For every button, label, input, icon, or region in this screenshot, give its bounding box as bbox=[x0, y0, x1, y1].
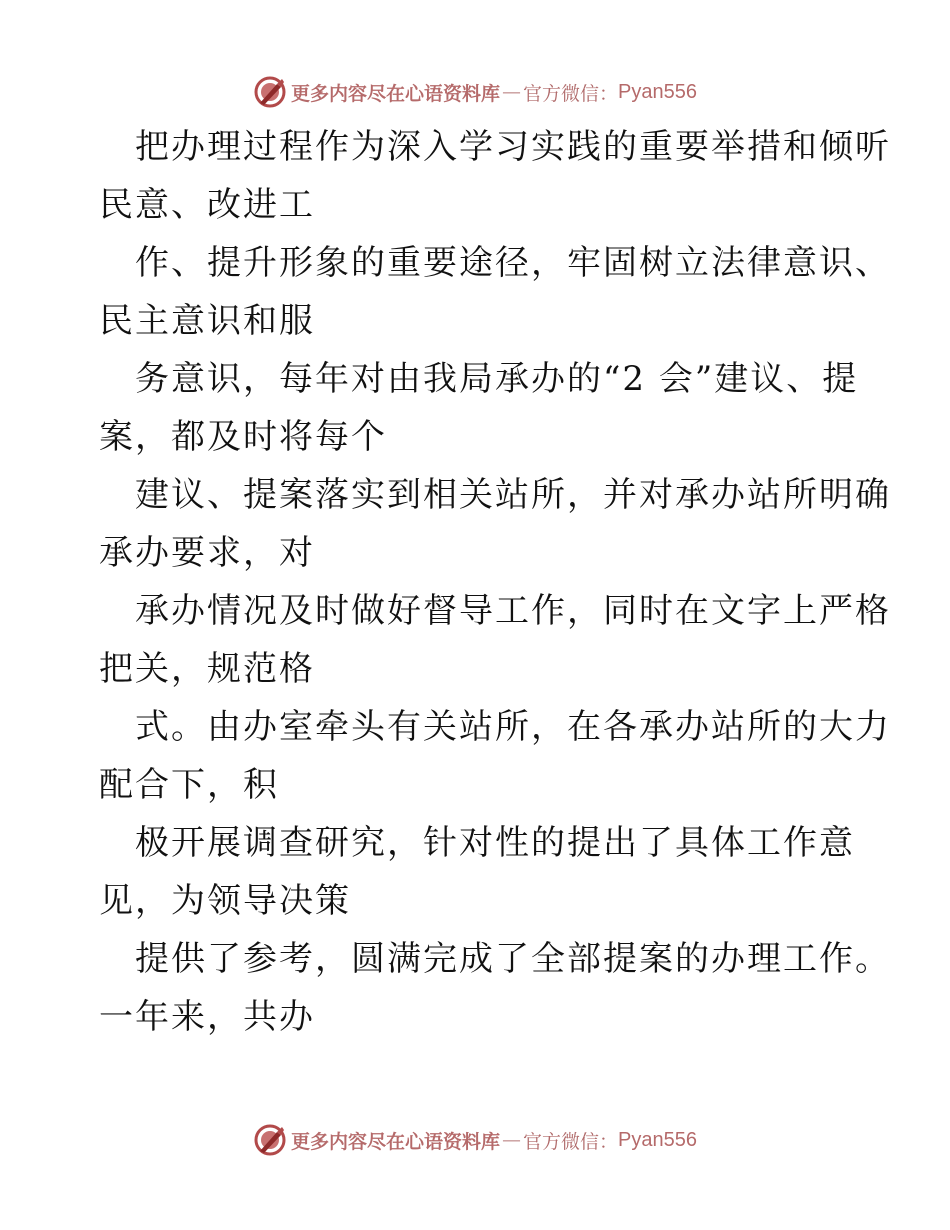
header-wechat-label: 官方微信： bbox=[523, 82, 619, 105]
text-line: 式。由办室牵头有关站所，在各承办站所的大力 bbox=[135, 707, 891, 747]
pen-logo-icon bbox=[253, 75, 287, 109]
footer-dash: — bbox=[502, 1129, 522, 1151]
text-line: 把关，规范格 bbox=[99, 649, 315, 689]
text-line: 见，为领导决策 bbox=[99, 881, 351, 921]
footer-banner bbox=[0, 1120, 950, 1160]
header-wechat-id: Pyan556 bbox=[618, 80, 697, 103]
footer-site-name: 更多内容尽在心语资料库 bbox=[291, 1130, 501, 1153]
text-line: 把办理过程作为深入学习实践的重要举措和倾听 bbox=[135, 127, 891, 167]
header-banner bbox=[0, 72, 950, 112]
footer-wechat-label: 官方微信： bbox=[523, 1130, 619, 1153]
text-line: 极开展调查研究，针对性的提出了具体工作意 bbox=[135, 823, 855, 863]
text-line: 民意、改进工 bbox=[99, 185, 315, 225]
text-line: 建议、提案落实到相关站所，并对承办站所明确 bbox=[135, 475, 891, 515]
footer-wechat-id: Pyan556 bbox=[618, 1128, 697, 1151]
header-dash: — bbox=[502, 81, 522, 103]
pen-logo-icon bbox=[253, 1123, 287, 1157]
text-line: 提供了参考，圆满完成了全部提案的办理工作。 bbox=[135, 939, 891, 979]
text-line: 作、提升形象的重要途径，牢固树立法律意识、 bbox=[135, 243, 891, 283]
text-line: 务意识，每年对由我局承办的“2 会”建议、提 bbox=[135, 359, 859, 399]
text-line: 民主意识和服 bbox=[99, 301, 315, 341]
text-line: 承办要求，对 bbox=[99, 533, 315, 573]
document-body bbox=[99, 118, 891, 1046]
text-line: 配合下，积 bbox=[99, 765, 279, 805]
text-line: 一年来，共办 bbox=[99, 997, 315, 1037]
header-site-name: 更多内容尽在心语资料库 bbox=[291, 82, 501, 105]
text-line: 承办情况及时做好督导工作，同时在文字上严格 bbox=[135, 591, 891, 631]
text-line: 案，都及时将每个 bbox=[99, 417, 387, 457]
